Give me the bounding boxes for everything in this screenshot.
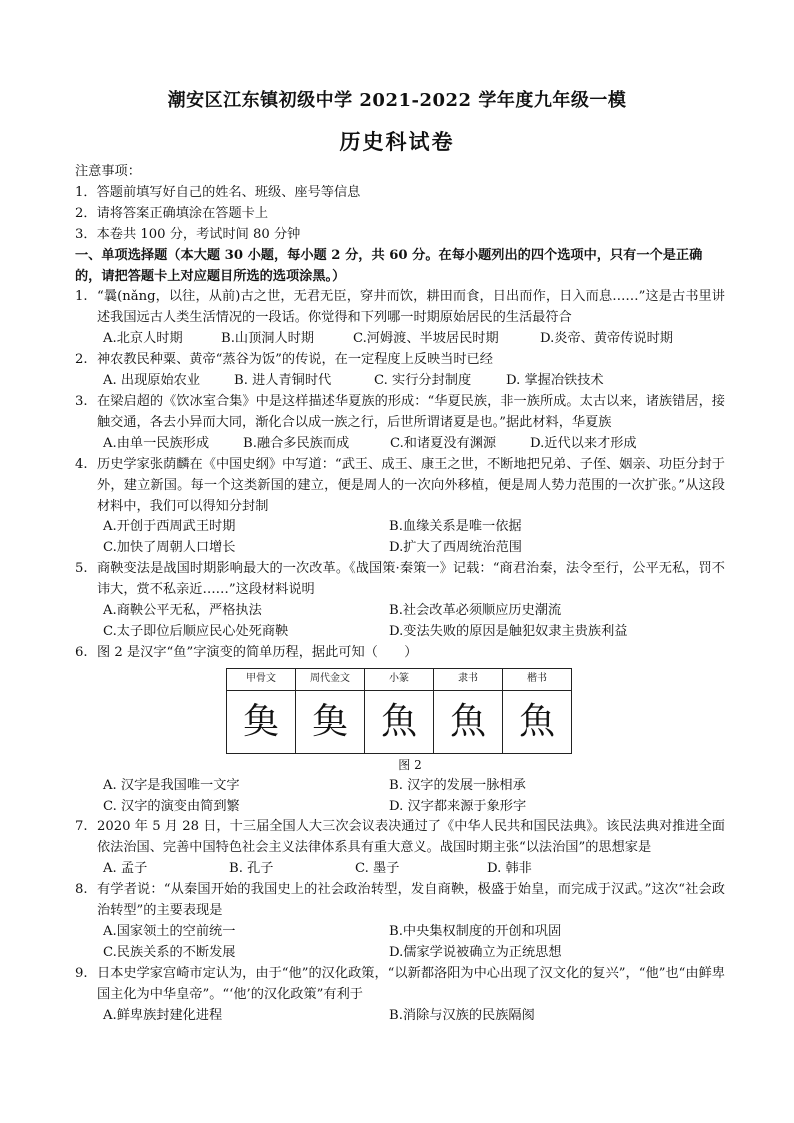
option-c[interactable]: C.加快了周朝人口增长: [103, 540, 236, 556]
option-b[interactable]: B.中央集权制度的开创和巩固: [389, 924, 562, 939]
question-number: 6.: [75, 644, 88, 660]
option-d[interactable]: D. 汉字都来源于象形字: [389, 798, 527, 814]
option-b[interactable]: B. 进人青铜时代: [234, 373, 332, 389]
options-1: [75, 329, 725, 350]
question-number: 8.: [75, 882, 88, 898]
option-d[interactable]: D.儒家学说被确立为正统思想: [389, 944, 562, 960]
question-number: 1.: [75, 289, 88, 305]
option-b[interactable]: B.消除与汉族的民族隔阂: [389, 1007, 535, 1023]
options-9: [75, 1006, 725, 1027]
option-b[interactable]: B.血缘关系是唯一依据: [389, 519, 522, 535]
option-c[interactable]: C.太子即位后顺应民心处死商鞅: [103, 623, 289, 639]
script-header-bronze: 周代金文: [296, 668, 365, 690]
option-c[interactable]: C. 实行分封制度: [374, 373, 472, 389]
exam-subtitle: 历史科试卷: [339, 129, 455, 154]
option-c[interactable]: C.河姆渡、半坡居民时期: [353, 331, 499, 347]
question-number: 5.: [75, 561, 88, 577]
options-4: [75, 517, 725, 559]
question-number: 2.: [75, 352, 88, 368]
option-a[interactable]: A.鲜卑族封建化进程: [103, 1007, 223, 1023]
option-a[interactable]: A. 孟子: [103, 861, 148, 877]
options-3: [75, 434, 725, 455]
option-d[interactable]: D. 掌握冶铁技术: [506, 373, 604, 389]
question-text: 日本史学家宫崎市定认为，由于“他”的汉化政策，“以新都洛阳为中心出现了汉文化的复兴”，“他”也“由鲜卑国主化为中华皇帝”。“‘他’的汉化政策”有利于: [97, 965, 725, 1002]
question-text: 商鞅变法是战国时期影响最大的一次改革。《战国策·秦策一》记载：“商君治秦，法令至行，公平无私，罚不讳大，赏不私亲近……”这段材料说明: [97, 561, 725, 598]
note-item: 2．请将答案正确填涂在答题卡上: [75, 205, 269, 221]
option-b[interactable]: B.融合多民族而成: [243, 435, 350, 451]
question-number: 7.: [75, 819, 88, 835]
notes-heading: 注意事项：: [75, 164, 141, 179]
glyph-regular: 魚: [503, 690, 572, 753]
question-2: [75, 350, 725, 371]
option-a[interactable]: A.北京人时期: [103, 331, 183, 347]
options-5: [75, 601, 725, 643]
question-4: [75, 455, 725, 518]
exam-title: 潮安区江东镇初级中学 2021-2022 学年度九年级一模: [167, 90, 627, 111]
option-d[interactable]: D.扩大了西周统治范围: [389, 540, 522, 556]
question-text: 2020 年 5 月 28 日，十三届全国人大三次会议表决通过了《中华人民共和国民法典》。该民法典对推进全面依法治国、完善中国特色社会主义法律体系具有重大意义。战国时期主张“以法治国”的思想家是: [97, 819, 725, 856]
option-a[interactable]: A. 汉字是我国唯一文字: [103, 777, 240, 793]
question-text: 神农教民种粟、黄帝“蒸谷为饭”的传说，在一定程度上反映当时已经: [97, 352, 493, 368]
question-7: [75, 817, 725, 859]
option-a[interactable]: A. 出现原始农业: [103, 373, 201, 389]
option-c[interactable]: C. 墨子: [355, 861, 400, 877]
script-header-oracle: 甲骨文: [227, 668, 296, 690]
script-header-small-seal: 小篆: [365, 668, 434, 690]
section-instructions-cont: 的，请把答题卡上对应题目所选的选项涂黑。）: [75, 268, 346, 284]
option-b[interactable]: B.山顶洞人时期: [221, 331, 315, 347]
note-item: 3．本卷共 100 分，考试时间 80 分钟: [75, 226, 301, 242]
question-number: 4.: [75, 456, 88, 472]
option-d[interactable]: D. 韩非: [487, 861, 532, 877]
option-c[interactable]: C.和诸夏没有渊源: [390, 435, 497, 451]
option-d[interactable]: D.近代以来才形成: [530, 435, 637, 451]
question-text: 在梁启超的《饮冰室合集》中是这样描述华夏族的形成：“华夏民族，非一族所成。太古以来，诸族错居，接触交通，各去小异而大同，渐化合以成一族之行，后世所谓诸夏是也。”据此材料，华夏族: [97, 393, 725, 430]
glyph-small-seal: 魚: [365, 690, 434, 753]
question-9: [75, 964, 725, 1006]
question-text: 历史学家张荫麟在《中国史纲》中写道：“武王、成王、康王之世，不断地把兄弟、子侄、姻亲、功臣分封于外，建立新国。每一个这类新国的建立，便是周人的一次向外移植，便是周人势力范围的一次扩张。”从这段材料中，我们可以得知分封制: [97, 456, 725, 514]
glyph-oracle: 𩵋: [227, 690, 296, 753]
section-instructions: 一、单项选择题（本大题 30 小题，每小题 2 分，共 60 分。在每小题列出的四个选项中，只有一个是正确: [75, 247, 703, 263]
options-2: [75, 371, 725, 392]
script-header-clerical: 隶书: [434, 668, 503, 690]
option-c[interactable]: C.民族关系的不断发展: [103, 944, 236, 960]
question-3: [75, 392, 725, 434]
option-a[interactable]: A.商鞅公平无私，严格执法: [103, 603, 262, 619]
script-header-regular: 楷书: [503, 668, 572, 690]
glyph-bronze: 𩵋: [296, 690, 365, 753]
question-text: 有学者说：“从秦国开始的我国史上的社会政治转型，发自商鞅，极盛于始皇，而完成于汉武。”这次“社会政治转型”的主要表现是: [97, 882, 725, 919]
question-6: [75, 643, 725, 664]
question-8: [75, 880, 725, 922]
question-text: 图 2 是汉字“鱼”字演变的简单历程，据此可知（ ）: [97, 644, 418, 660]
question-text: “曩(nǎng，以往，从前)古之世，无君无臣，穿井而饮，耕田而食，日出而作，日入而息……”这是古书里讲述我国远古人类生活情况的一段话。你觉得和下列哪一时期原始居民的生活最符合: [97, 289, 725, 326]
options-6: [75, 776, 725, 818]
figure-caption: 图 2: [398, 757, 422, 772]
option-b[interactable]: B. 孔子: [229, 861, 274, 877]
option-d[interactable]: D.炎帝、黄帝传说时期: [540, 331, 673, 347]
option-b[interactable]: B.社会改革必须顺应历史潮流: [389, 603, 562, 619]
question-number: 3.: [75, 393, 88, 409]
option-c[interactable]: C. 汉字的演变由简到繁: [103, 798, 240, 814]
options-8: [75, 922, 725, 964]
option-b[interactable]: B. 汉字的发展一脉相承: [389, 777, 526, 793]
option-a[interactable]: A.开创于西周武王时期: [103, 519, 236, 535]
fish-evolution-table: [226, 668, 572, 754]
question-number: 9.: [75, 965, 88, 981]
exam-content: [75, 162, 725, 1027]
option-a[interactable]: A.国家领土的空前统一: [103, 924, 236, 939]
option-d[interactable]: D.变法失败的原因是触犯奴隶主贵族利益: [389, 623, 628, 639]
option-a[interactable]: A.由单一民族形成: [103, 435, 210, 451]
glyph-clerical: 魚: [434, 690, 503, 753]
question-5: [75, 559, 725, 601]
question-1: [75, 287, 725, 329]
options-7: [75, 859, 725, 880]
note-item: 1．答题前填写好自己的姓名、班级、座号等信息: [75, 184, 361, 200]
